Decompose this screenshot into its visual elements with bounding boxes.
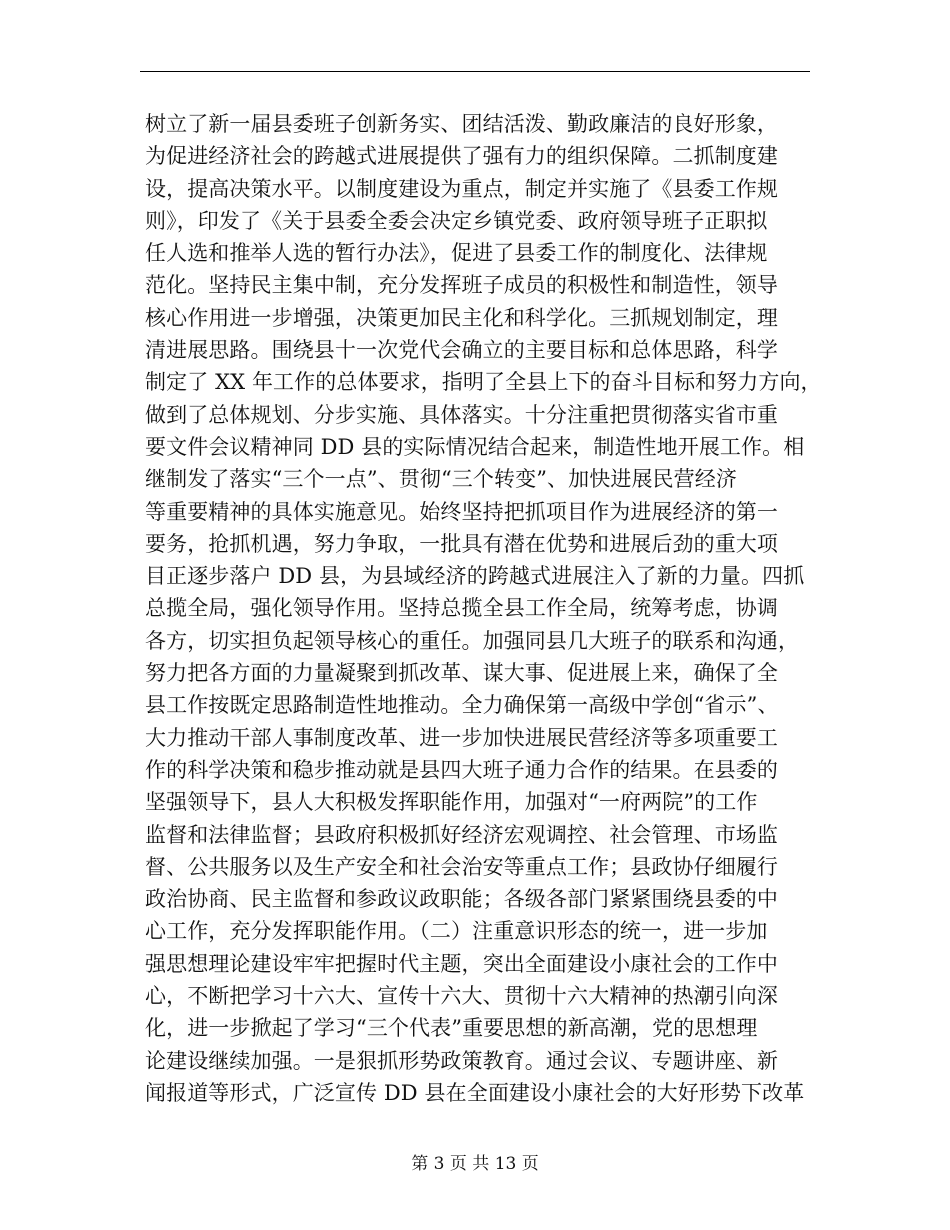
text-line-16: 总揽全局，强化领导作用。坚持总揽全县工作全局，统筹考虑，协调 [145,596,778,621]
text-line-7: 核心作用进一步增强，决策更加民主化和科学化。三抓规划制定，理 [145,305,778,330]
text-line-30: 论建设继续加强。一是狠抓形势政策教育。通过会议、专题讲座、新 [145,1048,778,1073]
text-line-26: 心工作，充分发挥职能作用。（二）注重意识形态的统一，进一步加 [145,919,768,944]
text-line-17: 各方，切实担负起领导核心的重任。加强同县几大班子的联系和沟通， [145,628,800,653]
text-line-20: 大力推动干部人事制度改革、进一步加快进展民营经济等多项重要工 [145,725,778,750]
text-line-11: 要文件会议精神同 DD 县的实际情况结合起来，制造性地开展工作。相 [145,434,805,459]
text-line-29: 化，进一步掀起了学习“三个代表”重要思想的新高潮，党的思想理 [145,1016,758,1041]
text-line-14: 要务，抢抓机遇，努力争取，一批具有潜在优势和进展后劲的重大项 [145,531,778,556]
text-line-31: 闻报道等形式，广泛宣传 DD 县在全面建设小康社会的大好形势下改革 [145,1080,805,1105]
text-line-27: 强思想理论建设牢牢把握时代主题，突出全面建设小康社会的工作中 [145,951,778,976]
text-line-24: 督、公共服务以及生产安全和社会治安等重点工作；县政协仔细履行 [145,854,778,879]
text-line-12: 继制发了落实“三个一点”、贯彻“三个转变”、加快进展民营经济 [145,467,737,492]
text-line-3: 设，提高决策水平。以制度建设为重点，制定并实施了《县委工作规 [145,176,778,201]
document-body [145,108,822,1109]
text-line-1: 树立了新一届县委班子创新务实、团结活泼、勤政廉洁的良好形象， [145,112,778,136]
text-line-18: 努力把各方面的力量凝聚到抓改革、谋大事、促进展上来，确保了全 [145,661,778,686]
text-line-2: 为促进经济社会的跨越式进展提供了强有力的组织保障。二抓制度建 [145,144,778,169]
text-line-15: 目正逐步落户 DD 县，为县域经济的跨越式进展注入了新的力量。四抓 [145,564,805,589]
text-line-13: 等重要精神的具体实施意见。始终坚持把抓项目作为进展经济的第一 [145,499,778,524]
text-line-21: 作的科学决策和稳步推动就是县四大班子通力合作的结果。在县委的 [145,757,778,782]
text-line-8: 清进展思路。围绕县十一次党代会确立的主要目标和总体思路，科学 [145,338,778,363]
page-number-footer: 第 3 页 共 13 页 [411,1154,539,1174]
text-line-25: 政治协商、民主监督和参政议政职能；各级各部门紧紧围绕县委的中 [145,887,778,912]
header-rule [140,71,810,72]
text-line-4: 则》，印发了《关于县委全委会决定乡镇党委、政府领导班子正职拟 [145,208,768,233]
text-line-6: 范化。坚持民主集中制，充分发挥班子成员的积极性和制造性，领导 [145,273,778,298]
text-line-23: 监督和法律监督；县政府积极抓好经济宏观调控、社会管理、市场监 [145,822,778,847]
text-line-5: 任人选和推举人选的暂行办法》，促进了县委工作的制度化、法律规 [145,241,768,266]
text-line-22: 坚强领导下，县人大积极发挥职能作用，加强对“一府两院”的工作 [145,790,758,815]
text-line-9: 制定了 XX 年工作的总体要求，指明了全县上下的奋斗目标和努力方向， [145,370,822,395]
text-line-28: 心，不断把学习十六大、宣传十六大、贯彻十六大精神的热潮引向深 [145,984,778,1009]
text-line-19: 县工作按既定思路制造性地推动。全力确保第一高级中学创“省示”、 [145,693,779,718]
text-line-10: 做到了总体规划、分步实施、具体落实。十分注重把贯彻落实省市重 [145,402,778,427]
